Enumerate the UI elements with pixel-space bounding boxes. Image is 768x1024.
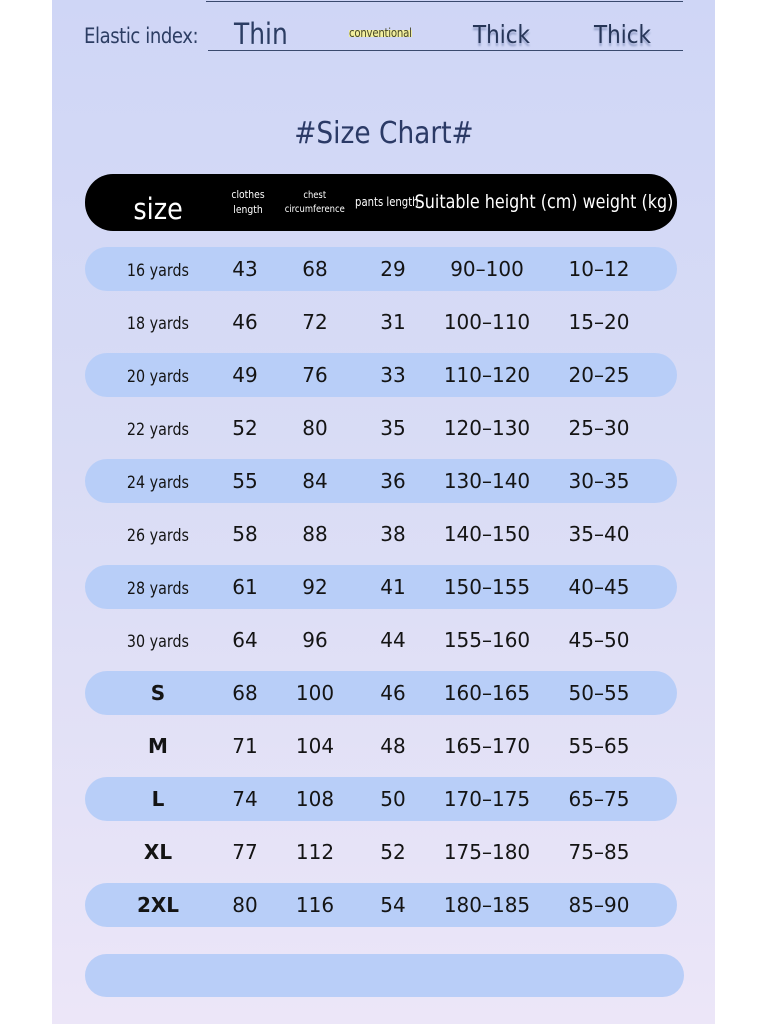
row-weight: 50–55 [568, 681, 630, 705]
row-chest: 116 [295, 893, 335, 917]
table-row [85, 618, 677, 662]
row-chest: 112 [295, 840, 335, 864]
row-pants: 48 [380, 734, 406, 758]
row-chest: 88 [302, 522, 328, 546]
row-weight: 30–35 [568, 469, 630, 493]
row-weight: 35–40 [568, 522, 630, 546]
row-height: 120–130 [443, 416, 531, 440]
table-row [85, 353, 677, 397]
table-row [85, 883, 677, 927]
row-size-label: 24 yards [126, 473, 190, 493]
row-clothes-length: 80 [232, 893, 258, 917]
row-pants: 54 [380, 893, 406, 917]
row-clothes-length: 71 [232, 734, 258, 758]
row-pants: 46 [380, 681, 406, 705]
row-weight: 25–30 [568, 416, 630, 440]
elastic-option-conventional: conventional [349, 26, 412, 40]
header-clothes-length-label: clothes length [231, 187, 265, 216]
row-clothes-length: 49 [232, 363, 258, 387]
row-clothes-length: 55 [232, 469, 258, 493]
row-size-label: 16 yards [126, 261, 190, 281]
table-row [85, 830, 677, 874]
row-pants: 41 [380, 575, 406, 599]
elastic-option-thin: Thin [234, 17, 288, 51]
row-chest: 104 [295, 734, 335, 758]
row-weight: 65–75 [568, 787, 630, 811]
page-title: #Size Chart# [294, 116, 474, 151]
row-weight: 75–85 [568, 840, 630, 864]
table-row [85, 777, 677, 821]
empty-footer-bar [85, 954, 684, 997]
row-clothes-length: 61 [232, 575, 258, 599]
header-suitable-height-weight [414, 174, 674, 231]
row-clothes-length: 74 [232, 787, 258, 811]
row-size [107, 300, 209, 344]
row-size [107, 565, 209, 609]
row-clothes-length: 64 [232, 628, 258, 652]
row-weight: 20–25 [568, 363, 630, 387]
table-row [85, 724, 677, 768]
row-size [107, 406, 209, 450]
elastic-top-rule [206, 1, 683, 2]
row-weight: 85–90 [568, 893, 630, 917]
row-size-label: XL [143, 840, 173, 864]
elastic-index-label: Elastic index: [84, 24, 199, 48]
row-pants: 38 [380, 522, 406, 546]
row-height: 150–155 [443, 575, 531, 599]
row-pants: 36 [380, 469, 406, 493]
row-size-label: M [148, 734, 168, 758]
row-size-label: 22 yards [126, 420, 190, 440]
header-chest-circumference [281, 174, 349, 231]
header-suitable-label: Suitable height (cm) weight (kg) [414, 190, 674, 213]
row-height: 100–110 [443, 310, 531, 334]
row-height: 165–170 [443, 734, 531, 758]
row-size-label: 18 yards [126, 314, 190, 334]
row-size-label: 26 yards [126, 526, 190, 546]
table-row [85, 512, 677, 556]
row-weight: 10–12 [568, 257, 630, 281]
row-size-label: 30 yards [126, 632, 190, 652]
row-height: 180–185 [443, 893, 531, 917]
row-size [107, 459, 209, 503]
row-chest: 92 [302, 575, 328, 599]
row-clothes-length: 77 [232, 840, 258, 864]
row-height: 130–140 [443, 469, 531, 493]
row-pants: 35 [380, 416, 406, 440]
row-size [107, 671, 209, 715]
row-chest: 68 [302, 257, 328, 281]
table-header [85, 174, 677, 231]
row-clothes-length: 46 [232, 310, 258, 334]
row-height: 110–120 [443, 363, 531, 387]
row-height: 155–160 [443, 628, 531, 652]
header-pants-length-label: pants length [355, 195, 419, 210]
elastic-option-thick: Thick [594, 20, 652, 49]
row-clothes-length: 68 [232, 681, 258, 705]
row-pants: 44 [380, 628, 406, 652]
row-chest: 84 [302, 469, 328, 493]
table-row [85, 300, 677, 344]
row-size-label: 20 yards [126, 367, 190, 387]
row-size [107, 512, 209, 556]
row-size-label: S [150, 681, 166, 705]
row-size [107, 724, 209, 768]
row-clothes-length: 58 [232, 522, 258, 546]
row-height: 140–150 [443, 522, 531, 546]
row-pants: 29 [380, 257, 406, 281]
row-weight: 15–20 [568, 310, 630, 334]
header-clothes-length [213, 174, 283, 231]
row-size-label: 28 yards [126, 579, 190, 599]
row-weight: 40–45 [568, 575, 630, 599]
row-chest: 72 [302, 310, 328, 334]
row-pants: 33 [380, 363, 406, 387]
table-row [85, 565, 677, 609]
header-pants-length [353, 174, 421, 231]
row-height: 175–180 [443, 840, 531, 864]
row-size-label: L [151, 787, 165, 811]
header-size [107, 174, 209, 231]
header-chest-circumference-label: chest circumference [284, 190, 346, 215]
table-row [85, 247, 677, 291]
row-chest: 76 [302, 363, 328, 387]
row-chest: 96 [302, 628, 328, 652]
row-size [107, 830, 209, 874]
row-size [107, 618, 209, 662]
row-chest: 100 [295, 681, 335, 705]
row-weight: 45–50 [568, 628, 630, 652]
row-pants: 31 [380, 310, 406, 334]
table-row [85, 406, 677, 450]
row-size [107, 247, 209, 291]
row-size [107, 777, 209, 821]
row-clothes-length: 52 [232, 416, 258, 440]
row-chest: 80 [302, 416, 328, 440]
row-height: 160–165 [443, 681, 531, 705]
row-size-label: 2XL [136, 893, 180, 917]
row-size [107, 353, 209, 397]
row-pants: 52 [380, 840, 406, 864]
row-height: 90–100 [450, 257, 524, 281]
row-weight: 55–65 [568, 734, 630, 758]
table-row [85, 671, 677, 715]
header-size-label: size [133, 191, 183, 226]
row-chest: 108 [295, 787, 335, 811]
row-clothes-length: 43 [232, 257, 258, 281]
row-size [107, 883, 209, 927]
row-pants: 50 [380, 787, 406, 811]
elastic-option-thick: Thick [473, 20, 531, 49]
table-row [85, 459, 677, 503]
row-height: 170–175 [443, 787, 531, 811]
